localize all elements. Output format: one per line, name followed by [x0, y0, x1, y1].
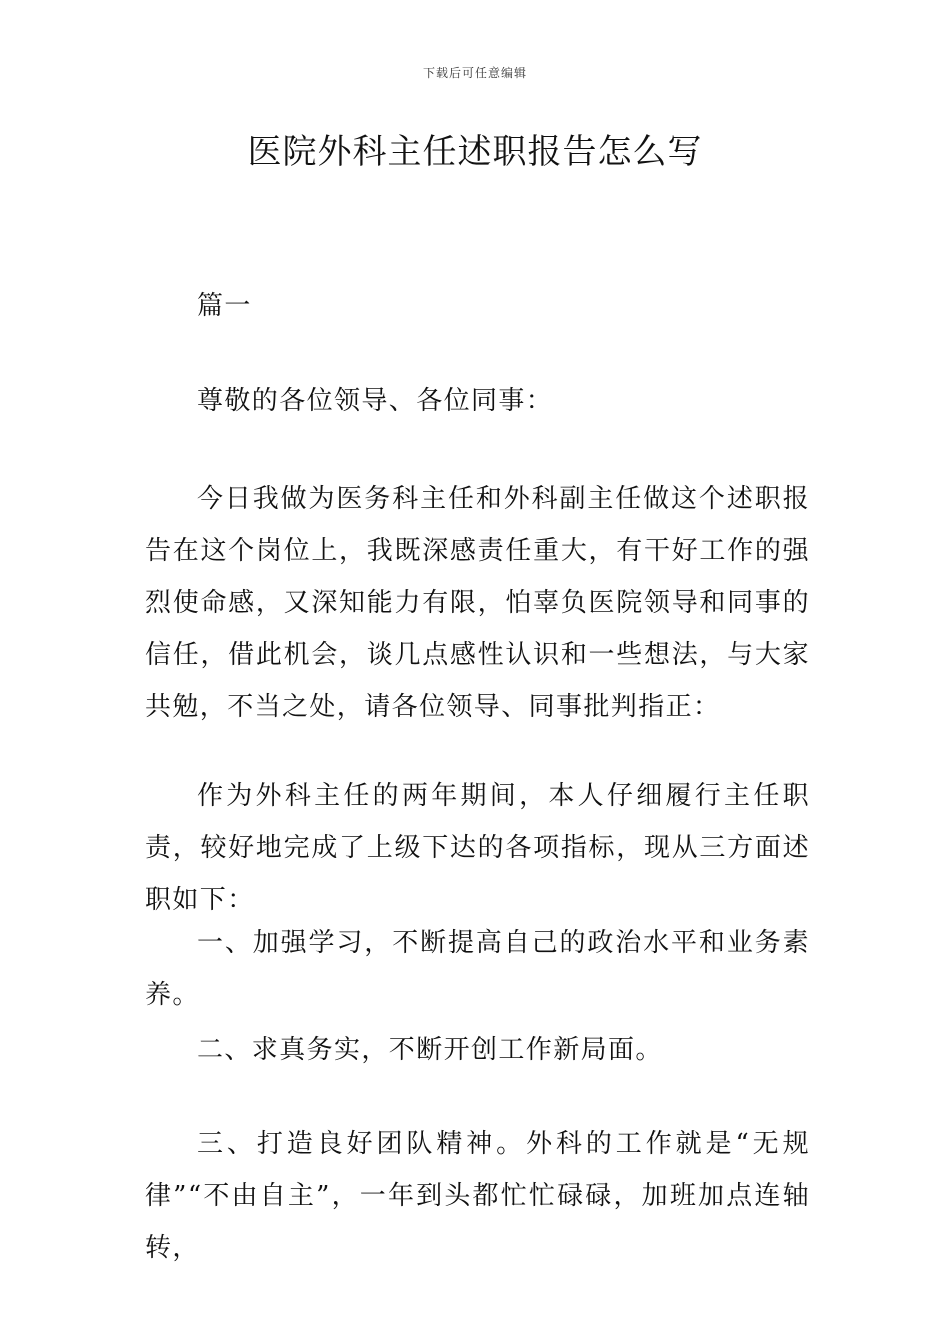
paragraph-summary: 作为外科主任的两年期间，本人仔细履行主任职责，较好地完成了上级下达的各项指标，现从三方面述职如下： [145, 781, 810, 915]
section-label: 篇一 [197, 291, 252, 321]
header-note: 下载后可任意编辑 [422, 66, 527, 80]
point-three: 三、打造良好团队精神。外科的工作就是“无规律”“不由自主”，一年到头都忙忙碌碌，加班加点连轴转， [145, 1129, 810, 1263]
document-title: 医院外科主任述职报告怎么写 [247, 132, 703, 172]
salutation: 尊敬的各位领导、各位同事： [197, 386, 554, 416]
paragraph-intro: 今日我做为医务科主任和外科副主任做这个述职报告在这个岗位上，我既深感责任重大，有干好工作的强烈使命感，又深知能力有限，怕辜负医院领导和同事的信任，借此机会，谈几点感性认识和一些想法，与大家共勉，不当之处，请各位领导、同事批判指正： [145, 484, 810, 722]
point-two: 二、求真务实，不断开创工作新局面。 [197, 1035, 663, 1065]
point-one: 一、加强学习，不断提高自己的政治水平和业务素养。 [145, 928, 810, 1010]
